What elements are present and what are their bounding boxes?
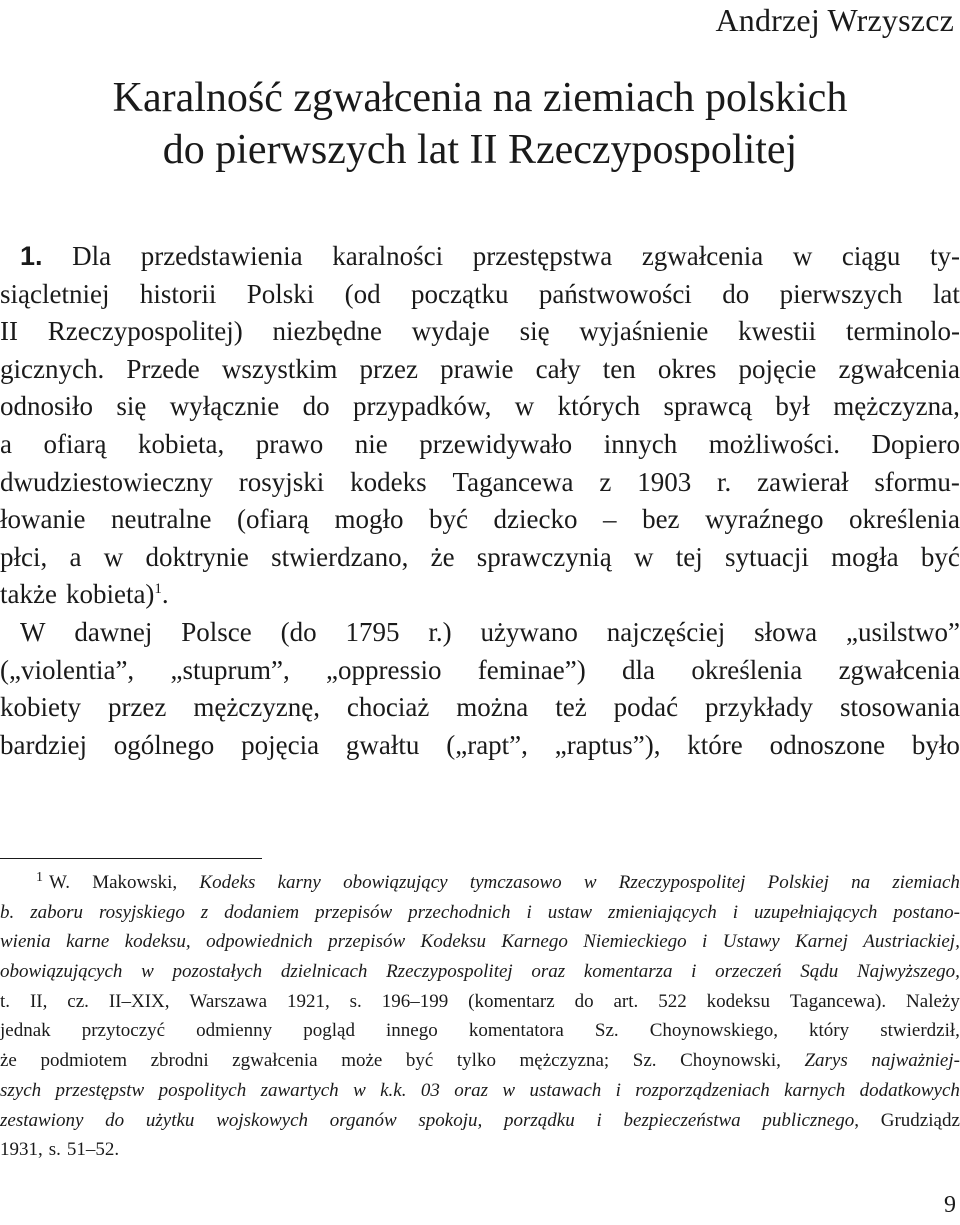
body-line: łowanie neutralne (ofiarą mogło być dziecko – bez wyraźnego określenia xyxy=(0,504,960,535)
body-line: 1. Dla przedstawienia karalności przestępstwa zgwałcenia w ciągu ty- xyxy=(20,241,960,271)
title-line-2: do pierwszych lat II Rzeczypospolitej xyxy=(162,127,798,173)
article-title xyxy=(0,72,960,176)
footnote-line: $^1$ W. Makowski, Kodeks karny obowiązujący tymczasowo w Rzeczypospolitej Polskiej na ziemiach xyxy=(36,869,960,893)
footnote xyxy=(0,868,960,1165)
body-line: także kobieta)$^1$. xyxy=(0,579,169,610)
footnote-separator xyxy=(0,858,262,859)
body-line: odnosiło się wyłącznie do przypadków, w których sprawcą był mężczyzna, xyxy=(0,391,960,422)
body-line: gicznych. Przede wszystkim przez prawie cały ten okres pojęcie zgwałcenia xyxy=(0,353,960,384)
body-line: W dawnej Polsce (do 1795 r.) używano najczęściej słowa „usilstwo” xyxy=(20,616,960,647)
body-line: („violentia”, „stuprum”, „oppressio feminae”) dla określenia zgwałcenia xyxy=(0,654,960,685)
footnote-line: t. II, cz. II–XIX, Warszawa 1921, s. 196–199 (komentarz do art. 522 kodeksu Tagancewa). Należy xyxy=(0,990,960,1012)
body-line: dwudziestowieczny rosyjski kodeks Tagancewa z 1903 r. zawierał sformu- xyxy=(0,466,960,497)
footnote-line: szych przestępstw pospolitych zawartych w k.k. 03 oraz w ustawach i rozporządzeniach karnych dodatkowych xyxy=(0,1079,960,1101)
footnote-line: zestawiony do użytku wojskowych organów spokoju, porządku i bezpieczeństwa publicznego, Grudziądz xyxy=(0,1109,960,1131)
body-line: siącletniej historii Polski (od początku państwowości do pierwszych lat xyxy=(0,278,960,309)
body-line: a ofiarą kobieta, prawo nie przewidywało innych możliwości. Dopiero xyxy=(0,428,960,459)
page-number: 9 xyxy=(944,1192,956,1218)
footnote-line: wienia karne kodeksu, odpowiednich przepisów Kodeksu Karnego Niemieckiego i Ustawy Karnej Austriackiej, xyxy=(0,931,960,953)
footnote-line: jednak przytoczyć odmienny pogląd innego komentatora Sz. Choynowskiego, który stwierdził, xyxy=(0,1020,960,1042)
footnote-line: obowiązujących w pozostałych dzielnicach Rzeczypospolitej oraz komentarza i orzeczeń Sądu Najwyższego, xyxy=(0,961,960,983)
footnote-line: że podmiotem zbrodni zgwałcenia może być tylko mężczyzna; Sz. Choynowski, Zarys najważniej- xyxy=(0,1050,960,1072)
running-header-author: Andrzej Wrzyszcz xyxy=(715,2,954,38)
footnote-line: 1931, s. 51–52. xyxy=(0,1139,120,1161)
footnote-line: b. zaboru rosyjskiego z dodaniem przepisów przechodnich i ustaw zmieniających i uzupełniających postano- xyxy=(0,901,960,923)
footnote-mark: 1 xyxy=(36,869,43,885)
body-line: płci, a w doktrynie stwierdzano, że sprawczynią w tej sytuacji mogła być xyxy=(0,541,960,572)
body-line: bardziej ogólnego pojęcia gwałtu („rapt”, „raptus”), które odnoszone było xyxy=(0,729,960,760)
title-line-1: Karalność zgwałcenia na ziemiach polskich xyxy=(112,75,848,121)
body-line: kobiety przez mężczyznę, chociaż można też podać przykłady stosowania xyxy=(0,692,960,723)
body-text xyxy=(0,238,960,764)
body-line: II Rzeczypospolitej) niezbędne wydaje się wyjaśnienie kwestii terminolo- xyxy=(0,316,960,347)
